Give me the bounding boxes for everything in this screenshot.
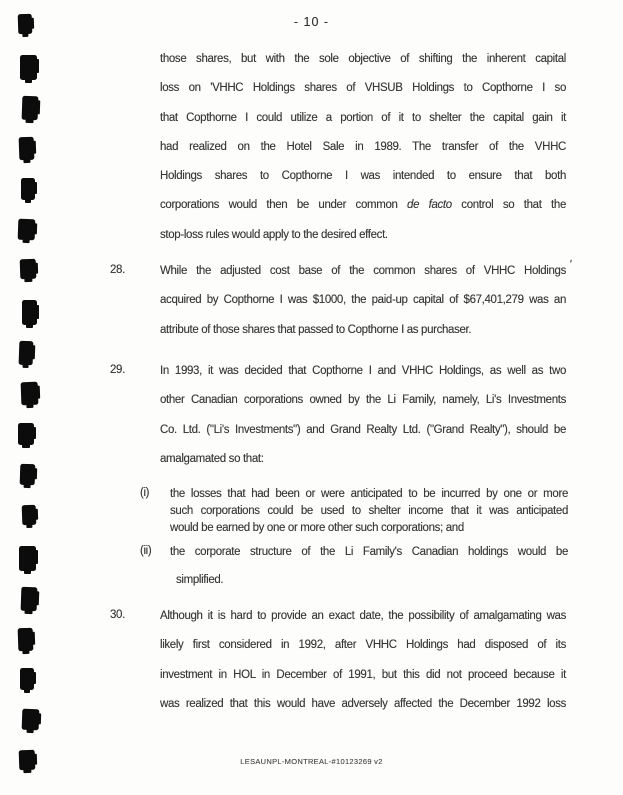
line-text: would be earned by one or more other such corporations; and <box>170 522 464 535</box>
text-line <box>160 323 566 352</box>
line-text-pre: corporations would then be under common <box>160 199 408 212</box>
line-text: those shares, but with the sole objective of shifting the inherent capital <box>160 53 566 65</box>
binder-hole-mark <box>18 627 34 651</box>
text-line <box>160 668 566 697</box>
text-line <box>160 81 566 110</box>
text-line <box>160 264 566 293</box>
line-text: that Copthorne I could utilize a portion of it to shelter the capital gain it <box>160 111 566 124</box>
text-line <box>160 198 566 227</box>
list-item-i <box>140 487 568 539</box>
line-text: acquired by Copthorne I was $1000, the paid-up capital of $67,401,279 was an <box>160 294 566 307</box>
binder-hole-mark <box>18 423 34 445</box>
line-text: While the adjusted cost base of the common shares of VHHC Holdings <box>160 265 566 277</box>
text-line <box>170 504 568 521</box>
paragraph-number: 30. <box>110 609 125 621</box>
binder-hole-mark <box>21 382 39 406</box>
paragraph-number: 28. <box>110 264 125 276</box>
italic-phrase-de-facto: de facto <box>407 199 452 212</box>
line-text: Holdings shares to Copthorne I was intended to ensure that both <box>160 170 566 183</box>
binder-hole-mark <box>18 218 36 240</box>
line-text: simplified. <box>176 574 224 587</box>
text-line <box>170 487 568 504</box>
line-text: was realized that this would have adversely affected the December 1992 loss <box>160 697 566 710</box>
binder-hole-mark <box>20 464 36 486</box>
line-text: In 1993, it was decided that Copthorne I and VHHC Holdings, as well as two <box>160 365 566 377</box>
text-line <box>160 364 566 393</box>
line-text: other Canadian corporations owned by the Li Family, namely, Li's Investments <box>160 394 566 407</box>
binder-hole-mark <box>21 178 35 200</box>
binder-hole-mark <box>22 709 40 731</box>
paragraph-number: 29. <box>110 364 125 376</box>
binder-hole-mark <box>22 505 37 525</box>
list-marker: (i) <box>140 487 150 499</box>
binder-hole-mark <box>19 546 36 571</box>
line-text: stop-loss rules would apply to the desired effect. <box>160 228 388 241</box>
line-text: amalgamated so that: <box>160 452 264 465</box>
text-line <box>160 423 566 452</box>
line-text: had realized on the Hotel Sale in 1989. The transfer of the VHHC <box>160 140 566 153</box>
paragraph-intro <box>160 52 566 257</box>
binder-hole-mark <box>22 96 39 121</box>
list-item-ii <box>140 545 568 602</box>
line-text: investment in HOL in December of 1991, but this did not proceed because it <box>160 668 566 681</box>
line-text <box>160 199 566 211</box>
paragraph-30 <box>110 609 566 726</box>
line-text: likely first considered in 1992, after VHHC Holdings had disposed of its <box>160 639 566 652</box>
text-line <box>160 228 566 257</box>
text-line <box>170 573 568 601</box>
paragraph-29 <box>110 364 566 481</box>
text-line <box>160 609 566 638</box>
line-text: such corporations could be used to shelter income that it was anticipated <box>170 505 568 518</box>
text-line <box>160 452 566 481</box>
line-text: attribute of those shares that passed to Copthorne I as purchaser. <box>160 323 472 336</box>
text-line <box>160 638 566 667</box>
binder-hole-mark <box>19 136 35 160</box>
line-text: loss on 'VHHC Holdings shares of VHSUB Holdings to Copthorne I so <box>160 82 566 95</box>
binder-hole-mark <box>22 300 37 325</box>
binder-hole-mark <box>20 55 37 80</box>
text-line <box>160 393 566 422</box>
line-text: Co. Ltd. ("Li's Investments") and Grand Realty Ltd. ("Grand Realty"), should be <box>160 423 566 436</box>
page-number: - 10 - <box>293 15 330 29</box>
stray-ink-mark: ' <box>567 256 573 272</box>
text-line <box>160 140 566 169</box>
line-text: Although it is hard to provide an exact date, the possibility of amalgamating was <box>160 610 566 622</box>
binder-hole-mark <box>21 586 38 611</box>
binder-hole-mark <box>19 341 34 365</box>
text-line <box>170 521 568 538</box>
line-text: the losses that had been or were anticipated to be incurred by one or more <box>170 488 568 500</box>
text-line <box>170 545 568 573</box>
text-line <box>160 52 566 81</box>
text-line <box>160 293 566 322</box>
text-line <box>160 111 566 140</box>
text-line <box>160 697 566 726</box>
binder-hole-mark <box>20 259 37 280</box>
text-line <box>160 169 566 198</box>
line-text-post: control so that the <box>451 199 566 212</box>
binder-hole-mark <box>20 668 34 690</box>
list-marker: (ii) <box>140 545 152 557</box>
line-text: the corporate structure of the Li Family's Canadian holdings would be <box>170 546 568 558</box>
paragraph-28 <box>110 264 566 352</box>
footer-doc-id: LESAUNPL-MONTREAL-#10123269 v2 <box>240 757 383 766</box>
